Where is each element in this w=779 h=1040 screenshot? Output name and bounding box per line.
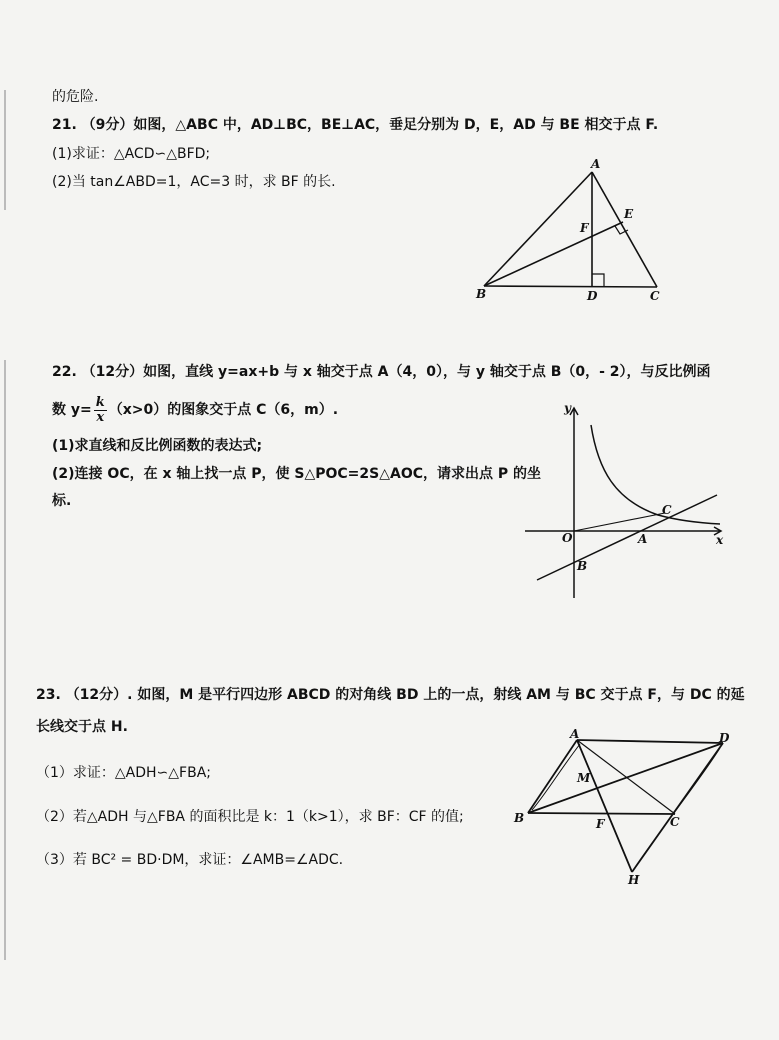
q22-func-prefix: 数 y= (52, 402, 92, 418)
label-a: A (638, 532, 648, 546)
frac-numerator: k (95, 394, 105, 410)
label-o: O (562, 531, 573, 545)
segment-ah (577, 740, 632, 872)
q23-part3: （3）若 BC² = BD·DM，求证：∠AMB=∠ADC. (36, 852, 344, 868)
segment-bc (528, 813, 675, 814)
q22-statement: 22. （12分）如图，直线 y=ax+b 与 x 轴交于点 A（4，0），与 y 轴交于点 B（0，- 2），与反比例函 (52, 364, 711, 380)
q22-part2: (2)连接 OC，在 x 轴上找一点 P，使 S△POC=2S△AOC，请求出点 P 的坐 (52, 466, 542, 482)
label-b: B (514, 811, 525, 825)
label-c: C (670, 815, 680, 829)
label-c: C (650, 289, 660, 303)
frac-denominator: x (96, 409, 105, 425)
q21-part2: (2)当 tan∠ABD=1，AC=3 时，求 BF 的长. (52, 174, 336, 190)
label-a: A (570, 727, 580, 741)
top-text: 的危险. (52, 89, 99, 105)
label-b: B (476, 287, 487, 301)
q23-statement-cont: 长线交于点 H. (36, 719, 128, 735)
q22-func-suffix: （x>0）的图象交于点 C（6，m）. (108, 402, 339, 418)
label-m: M (577, 771, 591, 785)
q23-part2: （2）若△ADH 与△FBA 的面积比是 k：1（k>1），求 BF：CF 的值; (36, 809, 464, 825)
label-h: H (628, 873, 640, 887)
label-y: y (564, 401, 571, 415)
label-e: E (624, 207, 634, 221)
q22-part2-cont: 标. (52, 493, 72, 509)
label-d: D (719, 731, 730, 745)
label-a: A (591, 157, 601, 171)
label-x: x (716, 533, 724, 547)
q22-part1: (1)求直线和反比例函数的表达式; (52, 438, 263, 454)
sketch-stroke (532, 744, 580, 810)
segment-ad (577, 740, 723, 743)
label-d: D (587, 289, 598, 303)
label-c: C (662, 503, 672, 517)
segment-bd (528, 743, 723, 813)
label-f: F (580, 221, 589, 235)
q21-part1: (1)求证：△ACD∽△BFD; (52, 146, 211, 162)
q23-part1: （1）求证：△ADH∽△FBA; (36, 765, 212, 781)
label-f: F (596, 817, 605, 831)
segment-ab (528, 740, 577, 813)
label-b: B (577, 559, 588, 573)
q23-statement: 23. （12分）. 如图，M 是平行四边形 ABCD 的对角线 BD 上的一点，射线 AM 与 BC 交于点 F，与 DC 的延 (36, 687, 745, 703)
q21-statement: 21. （9分）如图，△ABC 中，AD⊥BC，BE⊥AC，垂足分别为 D，E，AD 与 BE 相交于点 F. (52, 117, 659, 133)
